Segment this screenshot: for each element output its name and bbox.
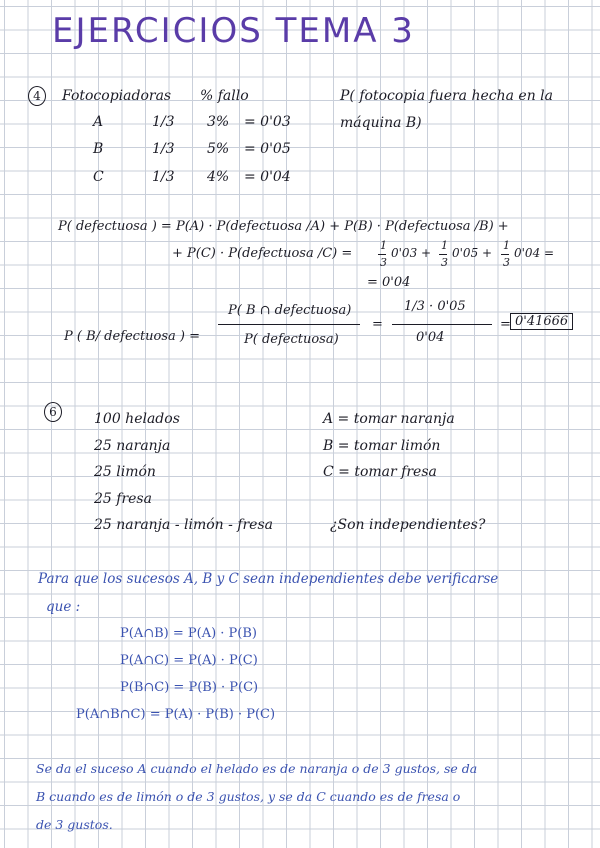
ex1-row-name: B <box>93 141 104 157</box>
ex1-row-pct: 4% <box>207 169 230 185</box>
ex1-row-name: C <box>93 169 104 185</box>
event-definition: B = tomar limón <box>323 438 441 454</box>
ex1-row-dec: = 0'05 <box>244 141 291 157</box>
ex1-row-pct: 3% <box>207 114 230 130</box>
independence-equation: P(A∩C) = P(A) · P(C) <box>120 653 258 668</box>
calc-numerator: 1/3 · 0'05 <box>404 299 466 314</box>
ex1-row-prob: 1/3 <box>152 169 175 185</box>
ex1-row-pct: 5% <box>207 141 230 157</box>
bayes-numerator: P( B ∩ defectuosa) <box>228 303 352 318</box>
fraction-bar <box>378 254 386 255</box>
event-definition: C = tomar fresa <box>323 464 437 480</box>
condition-text-line2: que : <box>46 599 81 615</box>
conclusion-line3: de 3 gustos. <box>36 817 113 832</box>
page-title: EJERCICIOS TEMA 3 <box>52 11 415 51</box>
ex2-item: 100 helados <box>94 411 180 427</box>
fraction-bar <box>439 254 447 255</box>
calc-fraction-bar <box>392 324 492 325</box>
ex1-row-prob: 1/3 <box>152 141 175 157</box>
exercise-1-number: 4 <box>28 86 46 106</box>
ex2-question: ¿Son independientes? <box>330 517 486 533</box>
event-definition: A = tomar naranja <box>323 411 455 427</box>
equals-sign: = <box>500 317 511 332</box>
total-probability-line1: P( defectuosa ) = P(A) · P(defectuosa /A) + P(B) · P(defectuosa /B) + <box>58 219 509 234</box>
equals-sign: = <box>372 317 383 332</box>
ex2-item: 25 naranja <box>94 438 171 454</box>
ex1-header-pct: % fallo <box>200 88 249 104</box>
bayes-lhs: P ( B/ defectuosa ) = <box>64 329 201 344</box>
fraction-numerator: 1 <box>380 239 387 252</box>
ex1-question-line2: máquina B) <box>340 115 422 131</box>
bayes-denominator: P( defectuosa) <box>244 332 339 347</box>
fraction-denominator: 3 <box>441 256 448 269</box>
fraction-factor: 0'04 = <box>514 246 555 260</box>
condition-text-line1: Para que los sucesos A, B y C sean independientes debe verificarse <box>38 571 499 587</box>
ex1-header-label: Fotocopiadoras <box>62 88 172 104</box>
total-probability-line2: + P(C) · P(defectuosa /C) = <box>172 246 353 261</box>
ex1-row-dec: = 0'03 <box>244 114 291 130</box>
independence-equation: P(A∩B∩C) = P(A) · P(B) · P(C) <box>76 707 276 722</box>
ex2-item: 25 limón <box>94 464 156 480</box>
fraction-factor: 0'05 + <box>452 246 493 260</box>
fraction-numerator: 1 <box>503 239 510 252</box>
ex2-item: 25 naranja - limón - fresa <box>94 517 273 533</box>
fraction-factor: 0'03 + <box>391 246 432 260</box>
ex1-row-prob: 1/3 <box>152 114 175 130</box>
fraction-denominator: 3 <box>503 256 510 269</box>
ex2-item: 25 fresa <box>94 491 152 507</box>
total-probability-result: = 0'04 <box>367 275 411 290</box>
ex1-row-name: A <box>93 114 104 130</box>
bayes-fraction-bar <box>218 324 360 325</box>
calc-denominator: 0'04 <box>416 330 445 345</box>
fraction-bar <box>501 254 509 255</box>
independence-equation: P(A∩B) = P(A) · P(B) <box>120 626 258 641</box>
exercise-2-number: 6 <box>44 402 62 422</box>
conclusion-line2: B cuando es de limón o de 3 gustos, y se da C cuando es de fresa o <box>36 789 461 804</box>
fraction-denominator: 3 <box>380 256 387 269</box>
conclusion-line1: Se da el suceso A cuando el helado es de naranja o de 3 gustos, se da <box>36 761 478 776</box>
fraction-numerator: 1 <box>441 239 448 252</box>
ex1-row-dec: = 0'04 <box>244 169 291 185</box>
independence-equation: P(B∩C) = P(B) · P(C) <box>120 680 259 695</box>
ex1-question-line1: P( fotocopia fuera hecha en la <box>340 88 554 104</box>
boxed-result: 0'41666 <box>510 313 573 330</box>
